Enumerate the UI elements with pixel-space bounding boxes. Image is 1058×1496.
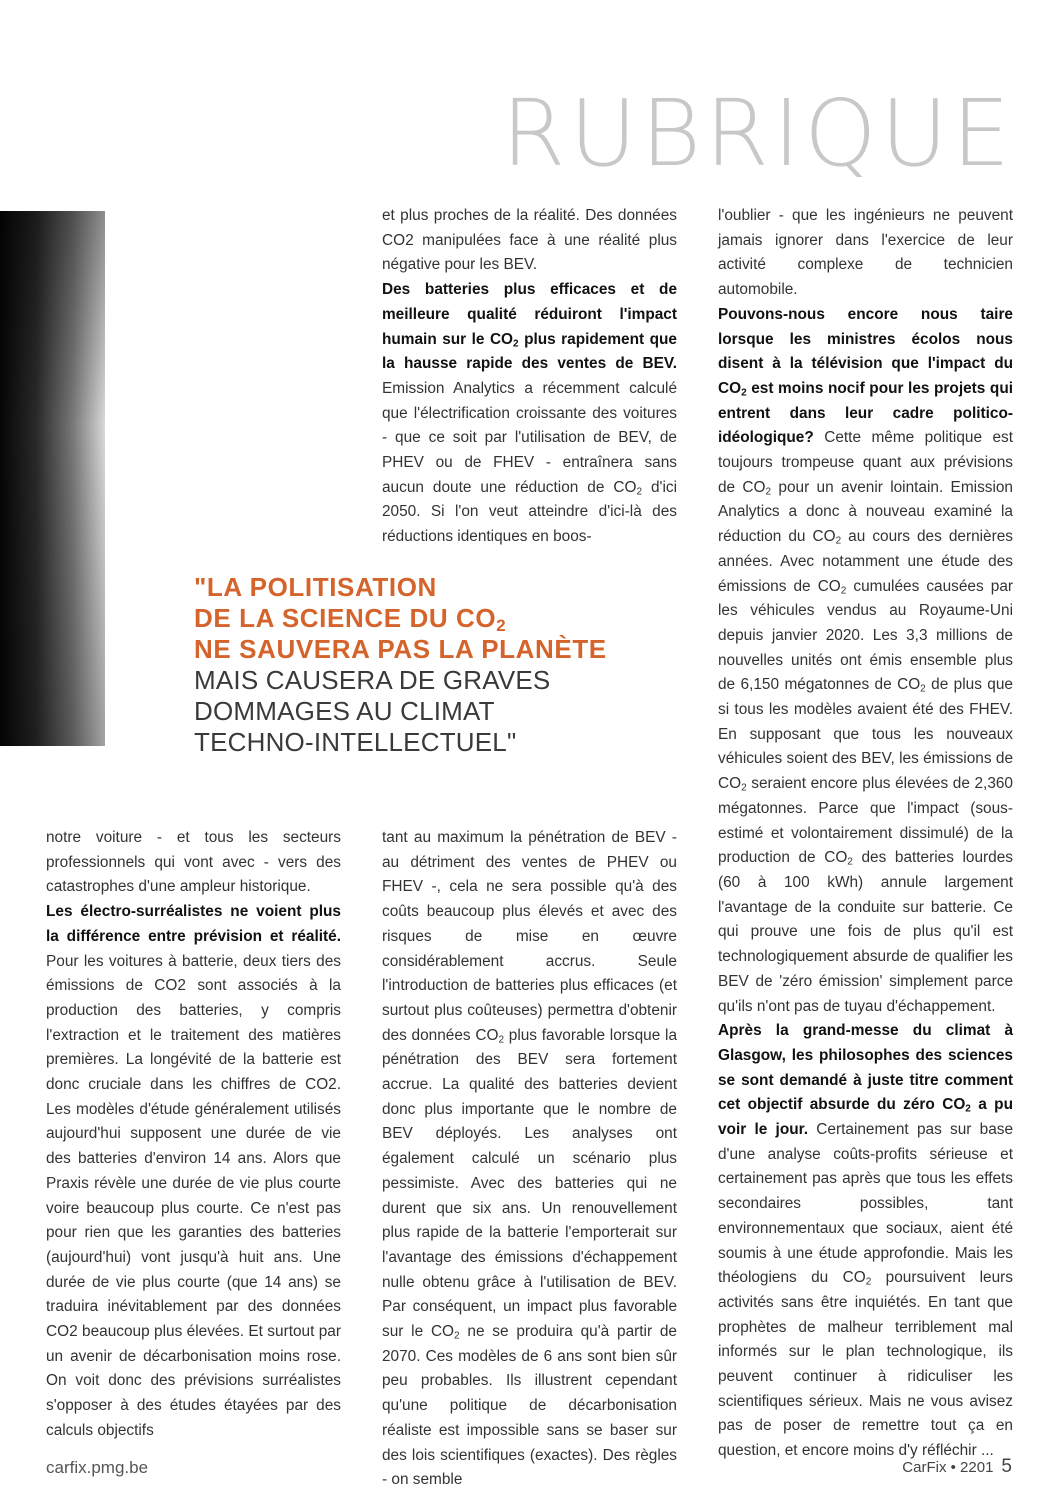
lead-in: Pouvons-nous encore nous taire lorsque les ministres écolos nous disent à la télévision que l'impact du $CO_2$ est moins nocif pour les projets qui entrent dans leur cadre politico-idéologique? [718,305,1013,447]
lead-in: Après la grand-messe du climat à Glasgow, les philosophes des sciences se sont demandé à juste titre comment cet objectif absurde du zéro $CO_2$ a pu voir le jour. [718,1022,1013,1139]
paragraph: Pouvons-nous encore nous taire lorsque les ministres écolos nous disent à la télévision que l'impact du $CO_2$ est moins nocif pour les projets qui entrent dans leur cadre politico-idéologique? Cette même politique est toujours trompeuse quant aux prévisions de $CO_2$ pour un avenir lointain. Emission Analytics a donc à nouveau examiné la réduction du $CO_2$ au cours des dernières années. Avec notamment une étude des émissions de $CO_2$ cumulées causées par les véhicules vendus au Royaume-Uni depuis janvier 2020. Les 3,3 millions de nouvelles unités ont émis ensemble plus de 6,150 mégatonnes de $CO_2$ de plus que si tous les modèles avaient été des FHEV. En supposant que tous les nouveaux véhicules soient des BEV, les émissions de $CO_2$ seraient encore plus élevées de 2,360 mégatonnes. Parce que l'impact (sous-estimé et volontairement dissimulé) de la production de $CO_2$ des batteries lourdes (60 à 100 kWh) annule largement l'avantage de la conduite sur batterie. Ce qui prouve une fois de plus qu'il est technologiquement absurde de qualifier les BEV de 'zéro émission' simplement parce qu'ils n'ont pas de tuyau d'échappement. [718,305,1013,1015]
section-heading: RUBRIQUE [501,80,1014,187]
paragraph: Les électro-surréalistes ne voient plus la différence entre prévision et réalité. Pour les voitures à batterie, deux tiers des émissions de CO2 sont associés à la production des batteries, y compris l'extraction et le traitement des matières premières. La longévité de la batterie est donc cruciale dans les chiffres de CO2. Les modèles d'étude généralement utilisés aujourd'hui supposent une durée de vie des batteries d'environ 14 ans. Alors que Praxis révèle une durée de vie plus courte voire beaucoup plus courte. Ce n'est pas pour rien que les garanties des batteries (aujourd'hui) vont jusqu'à huit ans. Une durée de vie plus courte (que 14 ans) se traduira inévitablement par des données CO2 beaucoup plus élevées. Et surtout par un avenir de décarbonisation moins rose. On voit donc des prévisions surréalistes s'opposer à des études étayées par des calculs objectifs [46,903,341,1439]
paragraph: Après la grand-messe du climat à Glasgow, les philosophes des sciences se sont demandé à juste titre comment cet objectif absurde du zéro $CO_2$ a pu voir le jour. Certainement pas sur base d'une analyse coûts-profits sérieuse et certainement pas après que tous les effets secondaires possibles, tant environnementaux que sociaux, aient été soumis à une étude approfondie. Mais les théologiens du $CO_2$ poursuivent leurs activités sans être inquiétés. En tant que prophètes de malheur terriblement mal informés sur le plan technologique, ils peuvent continuer à ridiculiser les scientifiques sérieux. Mais ne vous avisez pas de poser de remettre tout ça en question, et encore moins d'y réfléchir ... [718,1022,1014,1460]
paragraph: Des batteries plus efficaces et de meilleure qualité réduiront l'impact humain sur le $CO_2$ plus rapidement que la hausse rapide des ventes de BEV. Emission Analytics a récemment calculé que l'électrification croissante des voitures - que ce soit par l'utilisation de BEV, de PHEV ou de FHEV - entraînera sans aucun doute une réduction de $CO_2$ d'ici 2050. Si l'on veut atteindre d'ici-là des réductions identiques en boos- [382,281,677,546]
decorative-photo [0,211,105,746]
quote-line: "LA POLITISATION [194,572,437,602]
pull-quote [194,572,664,758]
quote-line: TECHNO-INTELLECTUEL" [194,727,517,757]
article-column-left-bottom [46,826,341,1444]
article-column-middle-top [382,204,677,550]
paragraph: notre voiture - et tous les secteurs professionnels qui vont avec - vers des catastrophes d'une ampleur historique. [46,829,341,896]
lead-in: Les électro-surréalistes ne voient plus la différence entre prévision et réalité. [46,903,341,945]
issue-label: CarFix • 2201 [902,1459,994,1476]
lead-in: Des batteries plus efficaces et de meilleure qualité réduiront l'impact humain sur le $CO_2$ plus rapidement que la hausse rapide des ventes de BEV. [382,281,677,373]
quote-line: DE LA SCIENCE DU $CO_2$ [194,603,507,636]
page-number: 5 [1001,1456,1012,1477]
paragraph: tant au maximum la pénétration de BEV - au détriment des ventes de PHEV ou FHEV -, cela ne sera possible qu'à des coûts beaucoup plus élevés et avec des risques de mise en œuvre considérablement accrus. Seule l'introduction de batteries plus efficaces (et surtout plus coûteuses) permettra d'obtenir des données $CO_2$ plus favorable lorsque la pénétration des BEV sera fortement accrue. La qualité des batteries devient donc plus importante que le nombre de BEV déployés. Les analyses ont également calculé un scénario plus pessimiste. Avec des batteries qui ne durent que six ans. Un renouvellement plus rapide de la batterie l'emporterait sur l'avantage des émissions d'échappement nulle obtenu grâce à l'utilisation de BEV. Par conséquent, un impact plus favorable sur le $CO_2$ ne se produira qu'à partir de 2070. Ces modèles de 6 ans sont bien sûr peu probables. Ils illustrent cependant qu'une politique de décarbonisation réaliste est impossible sans se baser sur des lois scientifiques (exactes). Des règles - on semble [382,829,677,1489]
website-link[interactable]: carfix.pmg.be [46,1458,149,1477]
quote-line: MAIS CAUSERA DE GRAVES [194,665,551,695]
quote-line: DOMMAGES AU CLIMAT [194,696,495,726]
article-column-right [718,204,1013,1464]
article-column-middle-bottom [382,826,677,1493]
page-footer [902,1456,1012,1478]
paragraph: l'oublier - que les ingénieurs ne peuvent jamais ignorer dans l'exercice de leur activité complexe de technicien automobile. [718,207,1013,299]
quote-line: NE SAUVERA PAS LA PLANÈTE [194,634,607,664]
paragraph: et plus proches de la réalité. Des données CO2 manipulées face à une réalité plus négative pour les BEV. [382,207,677,274]
